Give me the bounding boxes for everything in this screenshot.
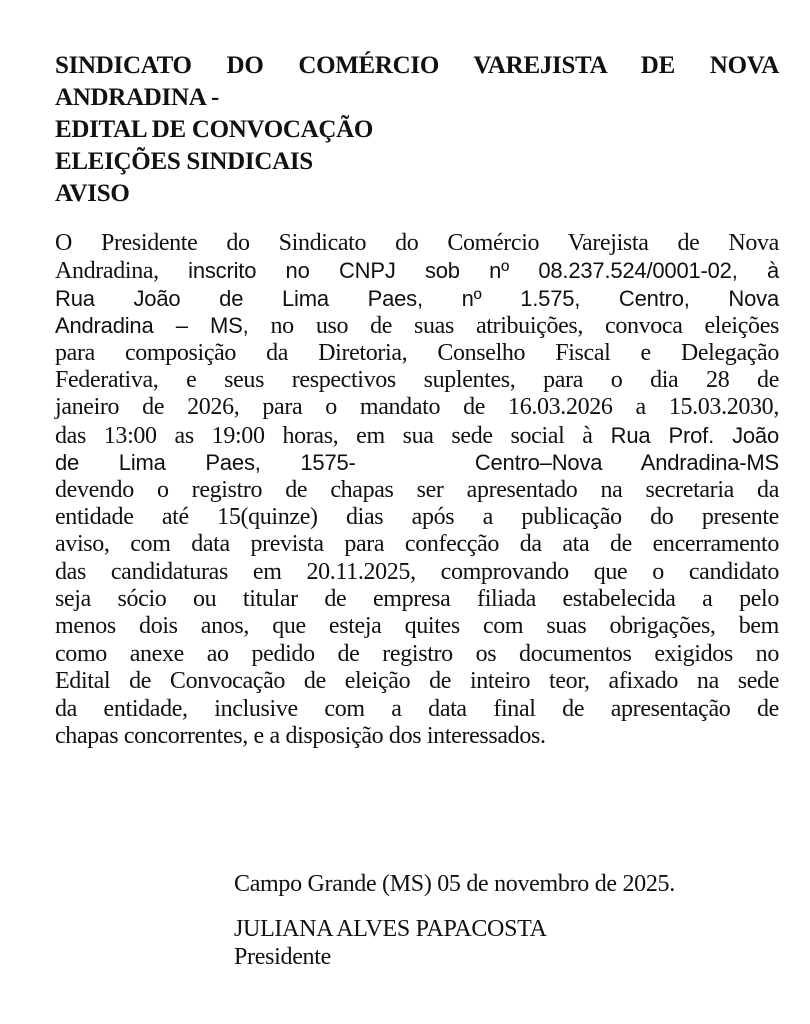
body-line (55, 394, 779, 421)
body-line (55, 285, 779, 312)
body-text-run: Federativa, e seus respectivos suplentes, para o dia 28 de (55, 366, 779, 393)
body-line (55, 559, 779, 586)
body-text-run: entidade até 15(quinze) dias após a publicação do presente (55, 503, 779, 530)
body-text-run: no uso de suas atribuições, convoca eleições (248, 313, 779, 340)
body-text-run: janeiro de 2026, para o mandato de 16.03.2026 a 15.03.2030, (55, 394, 779, 421)
address-text: Rua João de Lima Paes, nº 1.575, Centro, Nova (55, 285, 779, 311)
body-line (55, 504, 779, 531)
body-line (55, 340, 779, 367)
heading-union-name-cont: ANDRADINA - (55, 84, 220, 111)
heading-union-name: SINDICATO DO COMÉRCIO VAREJISTA DE NOVA (55, 52, 779, 79)
body-text-run: das 13:00 as 19:00 horas, em sua sede social à (55, 422, 593, 449)
body-text-run: devendo o registro de chapas ser apresentado na secretaria da (55, 476, 779, 503)
address-text: Andradina – MS, (55, 313, 249, 339)
notice-body (55, 230, 779, 750)
body-line (55, 531, 779, 558)
body-line (55, 477, 779, 504)
body-text-run: da entidade, inclusive com a data final de apresentação de (55, 695, 779, 722)
body-line (55, 449, 779, 476)
body-text-run: para composição da Diretoria, Conselho Fiscal e Delegação (55, 339, 779, 366)
body-line (55, 422, 779, 449)
notice-closing (234, 870, 675, 971)
body-line (55, 257, 779, 284)
body-text-run: Andradina, (55, 258, 159, 285)
heading-edital-title: EDITAL DE CONVOCAÇÃO (55, 116, 374, 143)
body-text-run: O Presidente do Sindicato do Comércio Varejista de Nova (55, 230, 779, 256)
body-line (55, 586, 779, 613)
body-text-run: das candidaturas em 20.11.2025, comprovando que o candidato (55, 558, 779, 585)
body-line (55, 668, 779, 695)
body-line (55, 696, 779, 723)
place-date: Campo Grande (MS) 05 de novembro de 2025. (234, 871, 675, 897)
notice-heading (55, 50, 779, 210)
body-text-run: chapas concorrentes, e a disposição dos interessados. (55, 723, 546, 750)
heading-notice: AVISO (55, 180, 130, 207)
body-text-run: aviso, com data prevista para confecção da ata de encerramento (55, 531, 779, 558)
signatory-role: Presidente (234, 944, 331, 970)
cnpj-text: inscrito no CNPJ sob nº 08.237.524/0001-02, à (158, 258, 779, 284)
signatory-name: JULIANA ALVES PAPACOSTA (234, 916, 547, 942)
body-text-run: Edital de Convocação de eleição de inteiro teor, afixado na sede (55, 668, 779, 695)
body-line (55, 230, 779, 257)
notice-document (55, 50, 779, 750)
body-line (55, 312, 779, 339)
body-text-run: menos dois anos, que esteja quites com suas obrigações, bem (55, 613, 779, 640)
body-text-run: seja sócio ou titular de empresa filiada estabelecida a pelo (55, 586, 779, 613)
body-line (55, 613, 779, 640)
body-line (55, 641, 779, 668)
body-line (55, 367, 779, 394)
heading-elections: ELEIÇÕES SINDICAIS (55, 148, 313, 175)
venue-address-text: de Lima Paes, 1575- Centro–Nova Andradina-MS (55, 450, 779, 476)
venue-address-text: Rua Prof. João (592, 422, 779, 448)
body-text-run: como anexe ao pedido de registro os documentos exigidos no (55, 640, 779, 667)
body-line (55, 723, 779, 750)
